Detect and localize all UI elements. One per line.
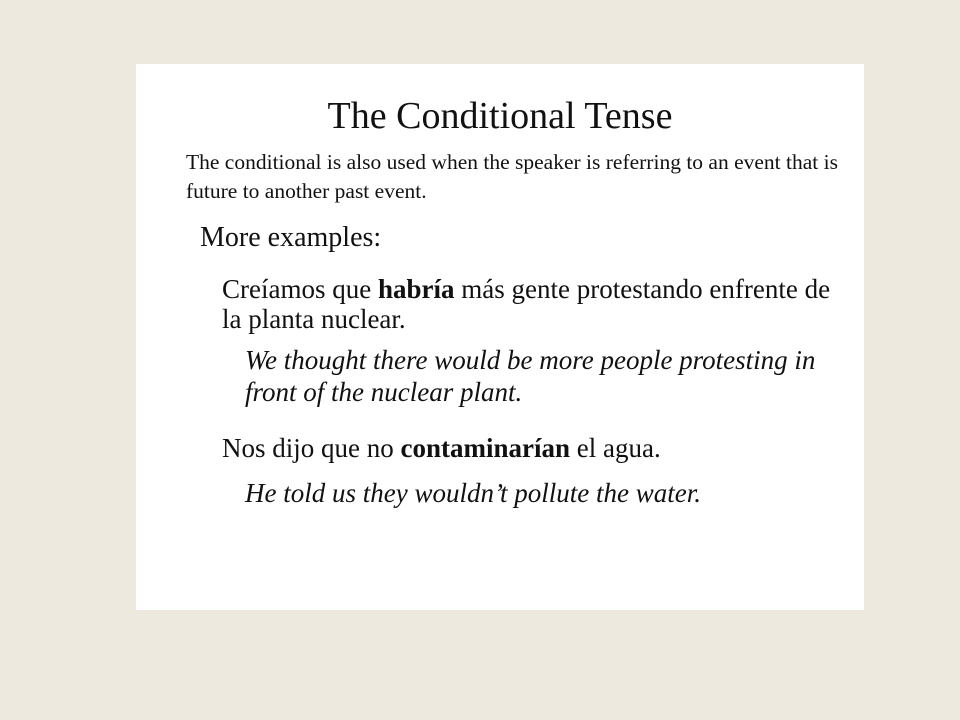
example-1-text-after: más gente protestando enfrente de la planta nuclear. (222, 274, 831, 334)
example-1-text-before: Creíamos que (222, 274, 378, 304)
example-2-english: He told us they wouldn’t pollute the water. (245, 478, 701, 508)
example-2-text-after: el agua. (570, 433, 661, 463)
example-2-spanish (222, 433, 842, 463)
intro-text: The conditional is also used when the speaker is referring to an event that is future to another past event. (186, 150, 838, 203)
slide-content (136, 64, 864, 610)
example-1-english: We thought there would be more people protesting in front of the nuclear plant. (245, 345, 816, 407)
example-1-verb: habría (377, 274, 455, 304)
example-2-text-before: Nos dijo que no (222, 433, 401, 463)
slide-title: The Conditional Tense (327, 95, 673, 137)
example-1-spanish (222, 274, 842, 334)
example-2-verb: contaminarían (400, 433, 571, 463)
examples-heading: More examples: (200, 222, 382, 253)
